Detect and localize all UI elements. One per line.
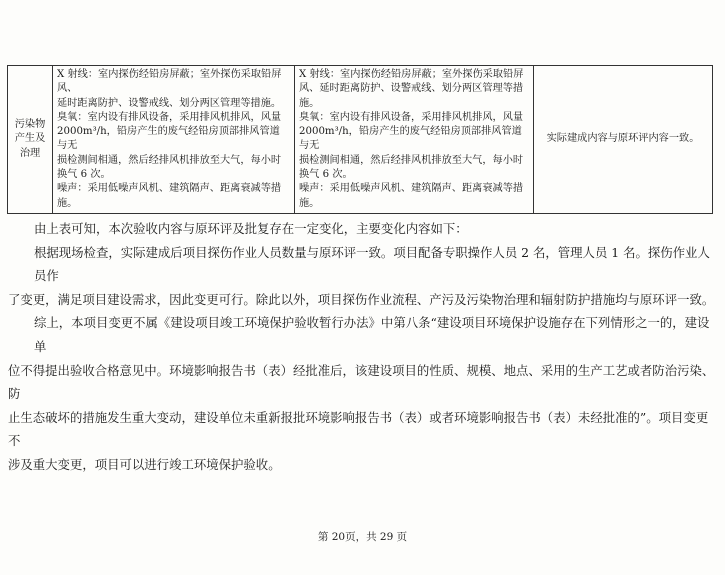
paragraph-inspection-line: 根据现场检查，实际建成后项目探伤作业人员数量与原环评一致。项目配备专职操作人员 2 名，管理人员 1 名。探伤作业人员作: [34, 244, 710, 284]
original-line: 损检测间相通，然后经排风机排放至大气，每小时: [57, 154, 282, 166]
actual-line: 臭氧：室内设有排风设备，采用排风机排风，风量: [299, 111, 524, 123]
original-line: X 射线：室内探伤经铅房屏蔽；室外探伤采取铅屏风、: [57, 69, 282, 95]
original-line: 臭氧：室内设有排风设备，采用排风机排风，风量: [57, 111, 282, 123]
category-line: 污染物: [14, 119, 46, 131]
actual-line: X 射线：室内探伤经铅房屏蔽；室外探伤采取铅屏: [299, 69, 524, 80]
paragraph-conclusion-line: 位不得提出验收合格意见中。环境影响报告书（表）经批准后，该建设项目的性质、规模、地点、采用的生产工艺或者防治污染、防: [8, 362, 715, 402]
actual-line: 2000m³/h，铅房产生的废气经铅房顶部排风管道与无: [299, 126, 522, 152]
category-line: 产生及: [14, 133, 46, 145]
page-number: 第 20页，共 29 页: [317, 531, 408, 543]
actual-construction-cell: [295, 66, 534, 214]
remark-text: 实际建成内容与原环评内容一致。: [546, 133, 700, 145]
original-line: 噪声：采用低噪声风机、建筑隔声、距离衰减等措: [57, 183, 282, 195]
original-line: 延时距离防护、设警戒线、划分两区管理等措施。: [57, 97, 282, 109]
original-eia-cell: [53, 66, 295, 214]
actual-line: 换气 6 次。: [299, 169, 353, 181]
paragraph-inspection-line: 了变更，满足项目建设需求，因此变更可行。除此以外，项目探伤作业流程、产污及污染物治理和辐射防护措施均与原环评一致。: [8, 291, 715, 307]
paragraph-conclusion-line: 涉及重大变更，项目可以进行竣工环境保护验收。: [8, 456, 281, 472]
category-line: 治理: [19, 147, 41, 159]
paragraph-conclusion-line: 止生态破坏的措施发生重大变动，建设单位未重新报批环境影响报告书（表）或者环境影响报告书（表）未经批准的”。项目变更不: [8, 409, 709, 449]
category-cell: [8, 66, 53, 214]
original-line: 换气 6 次。: [57, 169, 111, 181]
comparison-table: [7, 65, 713, 214]
body-text: [8, 217, 716, 477]
actual-line: 噪声：采用低噪声风机、建筑隔声、距离衰减等措: [299, 183, 524, 195]
remark-cell: [534, 66, 713, 214]
actual-line: 风、延时距离防护、设警戒线、划分两区管理等措: [299, 83, 524, 95]
original-line: 施。: [57, 197, 78, 209]
actual-line: 施。: [299, 197, 320, 209]
original-line: 2000m³/h，铅房产生的废气经铅房顶部排风管道与无: [57, 126, 280, 152]
actual-line: 损检测间相通，然后经排风机排放至大气，每小时: [299, 154, 524, 166]
paragraph-summary: 由上表可知，本次验收内容与原环评及批复存在一定变化，主要变化内容如下：: [34, 221, 468, 236]
actual-line: 施。: [299, 97, 320, 109]
paragraph-conclusion-line: 综上，本项目变更不属《建设项目竣工环境保护验收暂行办法》中第八条“建设项目环境保护设施存在下列情形之一的，建设单: [34, 315, 710, 354]
table-row: [8, 66, 713, 214]
